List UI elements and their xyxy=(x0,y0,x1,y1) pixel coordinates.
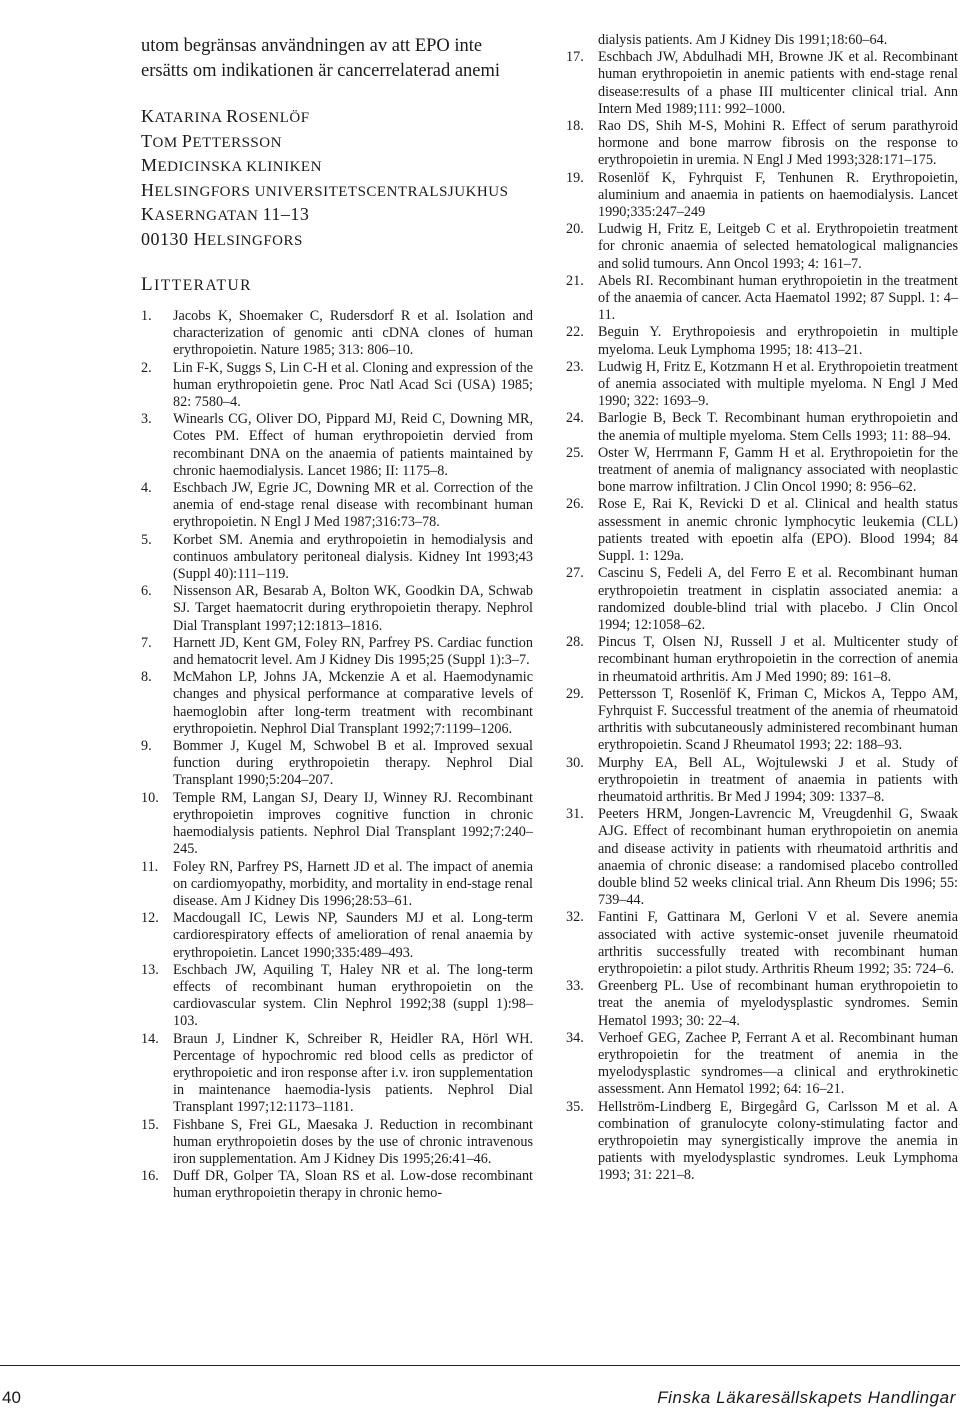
reference-number: 29. xyxy=(566,685,584,702)
reference-item xyxy=(141,583,533,635)
reference-number: 22. xyxy=(566,324,584,341)
reference-text: Eschbach JW, Abdulhadi MH, Browne JK et al. Recombinant human erythropoietin in anemic patients with end-stage renal disease:results of a phase III multicenter clinical trial. Ann Intern Med 1989;111: 992–1000. xyxy=(598,49,958,117)
reference-text: Ludwig H, Fritz E, Kotzmann H et al. Erythropoietin treatment of anemia associated with multiple myeloma. N Engl J Med 1990; 322: 1693–9. xyxy=(598,358,958,410)
reference-number: 35. xyxy=(566,1098,584,1115)
reference-item xyxy=(141,635,533,669)
reference-item xyxy=(141,532,533,584)
reference-item xyxy=(566,273,958,325)
reference-number: 31. xyxy=(566,806,584,823)
reference-text: Greenberg PL. Use of recombinant human erythropoietin to treat the anemia of myelodysplastic syndromes. Semin Hematol 1993; 30: 22–4. xyxy=(598,978,958,1029)
reference-text: McMahon LP, Johns JA, Mckenzie A et al. Haemodynamic changes and physical performance at comparative levels of haemoglobin after long-term treatment with recombinant erythropoietin. Nephrol Dial Transplant 1992;7:1199–1206. xyxy=(173,669,533,737)
page-number: 40 xyxy=(2,1388,21,1407)
left-column xyxy=(141,34,533,1203)
reference-item xyxy=(566,806,958,909)
reference-item xyxy=(566,496,958,565)
reference-item xyxy=(566,634,958,686)
author-name-2: TOM PETTERSSON xyxy=(141,130,282,151)
reference-number: 20. xyxy=(566,221,584,238)
reference-number: 19. xyxy=(566,169,584,186)
reference-text: Rao DS, Shih M-S, Mohini R. Effect of serum parathyroid hormone and bone marrow fibrosis on the response to erythropoietin in uremia. N Engl J Med 1993;328:171–175. xyxy=(598,118,958,169)
reference-number: 14. xyxy=(141,1030,159,1047)
reference-number: 26. xyxy=(566,496,584,513)
reference-text: Braun J, Lindner K, Schreiber R, Heidler RA, Hörl WH. Percentage of hypochromic red blood cells as predictor of erythropoietic and iron response after i.v. iron supplementation in maintenance haemodia-lysis patients. Nephrol Dial Transplant 1997;12:1173–1181. xyxy=(173,1030,533,1116)
reference-text: Rose E, Rai K, Revicki D et al. Clinical and health status assessment in anemic chronic lymphocytic leukemia (CLL) patients treated with epoetin alfa (EPO). Blood 1994; 84 Suppl. 1: 129a. xyxy=(598,496,958,565)
address-street: KASERNGATAN 11–13 xyxy=(141,204,310,224)
reference-text: Duff DR, Golper TA, Sloan RS et al. Low-dose recombinant human erythropoietin therapy in chronic hemo- xyxy=(173,1168,533,1202)
footer-rule xyxy=(0,1365,960,1366)
reference-text: Macdougall IC, Lewis NP, Saunders MJ et al. Long-term cardiorespiratory effects of amelioration of renal anaemia by erythropoietin. Lancet 1990;335:489–493. xyxy=(173,910,533,961)
reference-text: Eschbach JW, Egrie JC, Downing MR et al. Correction of the anemia of end-stage renal disease with recombinant human erythropoietin. N Engl J Med 1987;316:73–78. xyxy=(173,480,533,531)
reference-text: Hellström-Lindberg E, Birgegård G, Carlsson M et al. A combination of granulocyte colony-stimulating factor and erythropoietin may synergistically improve the anemia in patients with myelodysplastic syndromes. Leuk Lymphoma 1993; 31: 221–8. xyxy=(598,1098,958,1184)
reference-number: 3. xyxy=(141,411,152,428)
reference-number: 12. xyxy=(141,910,159,927)
reference-item xyxy=(566,978,958,1030)
reference-item xyxy=(141,669,533,738)
reference-number: 6. xyxy=(141,583,152,600)
reference-text: Beguin Y. Erythropoiesis and erythropoietin in multiple myeloma. Leuk Lymphoma 1995; 18: 413–21. xyxy=(598,324,958,358)
reference-item xyxy=(141,962,533,1031)
reference-number: 27. xyxy=(566,565,584,582)
reference-text: Bommer J, Kugel M, Schwobel B et al. Improved sexual function during erythropoietin therapy. Nephrol Dial Transplant 1990;5:204–207. xyxy=(173,738,533,789)
reference-text: Cascinu S, Fedeli A, del Ferro E et al. Recombinant human erythropoietin treatment in cisplatin associated anemia: a randomized double-blind trial with placebo. J Clin Oncol 1994; 12:1058–62. xyxy=(598,565,958,633)
reference-number: 13. xyxy=(141,961,159,978)
reference-list-right xyxy=(566,32,958,1185)
reference-item xyxy=(566,1030,958,1099)
reference-number: 34. xyxy=(566,1029,584,1046)
reference-item xyxy=(141,360,533,412)
reference-text: Foley RN, Parfrey PS, Harnett JD et al. The impact of anemia on cardiomyopathy, morbidity, and mortality in end-stage renal disease. Am J Kidney Dis 1996;28:53–61. xyxy=(173,858,533,909)
reference-item xyxy=(566,565,958,634)
reference-number: 8. xyxy=(141,669,152,686)
reference-number: 9. xyxy=(141,738,152,755)
reference-text: Winearls CG, Oliver DO, Pippard MJ, Reid C, Downing MR, Cotes PM. Effect of human erythropoietin dervied from recombinant DNA on the anaemia of patients maintained by chronic haemodialysis. Lancet 1986; II: 1175–8. xyxy=(173,411,533,479)
reference-text: Pettersson T, Rosenlöf K, Friman C, Mickos A, Teppo AM, Fyhrquist F. Successful treatment of the anemia of rheumatoid arthritis with subcutaneously administered recombinant human erythropoietin. Scand J Rheumatol 1993; 22: 188–93. xyxy=(598,685,958,754)
reference-text: Barlogie B, Beck T. Recombinant human erythropoietin and the anemia of multiple myeloma. Stem Cells 1993; 11: 88–94. xyxy=(598,410,958,444)
reference-item xyxy=(566,324,958,358)
reference-item xyxy=(566,118,958,170)
reference-text: Peeters HRM, Jongen-Lavrencic M, Vreugdenhil G, Swaak AJG. Effect of recombinant human erythropoietin on anemia and disease activity in patients with rheumatoid arthritis and anaemia of chronic disease: a randomised placebo controlled double blind 52 weeks clinical trial. Ann Rheum Dis 1996; 55: 739–44. xyxy=(598,806,958,909)
reference-number: 4. xyxy=(141,480,152,497)
right-column xyxy=(566,32,958,1185)
reference-number: 2. xyxy=(141,359,152,376)
reference-number: 21. xyxy=(566,272,584,289)
reference-number: 11. xyxy=(141,858,159,875)
reference-text: Fishbane S, Frei GL, Maesaka J. Reduction in recombinant human erythropoietin doses by the use of chronic intravenous iron supplementation. Am J Kidney Dis 1995;26:41–46. xyxy=(173,1116,533,1167)
reference-item xyxy=(141,411,533,480)
author-address-block xyxy=(141,105,533,252)
reference-item xyxy=(566,221,958,273)
reference-text: Oster W, Herrmann F, Gamm H et al. Erythropoietin for the treatment of anemia of malignancy associated with neoplastic bone marrow infiltration. J Clin Oncol 1990; 8: 956–62. xyxy=(598,444,958,496)
reference-text: Eschbach JW, Aquiling T, Haley NR et al. The long-term effects of recombinant human erythropoietin on the cardiovascular system. Clin Nephrol 1992;38 (suppl 1):98–103. xyxy=(173,961,533,1030)
reference-item xyxy=(566,49,958,118)
reference-text: Temple RM, Langan SJ, Deary IJ, Winney RJ. Recombinant erythropoietin improves cognitive function in chronic haemodialysis patients. Nephrol Dial Transplant 1992;7:240–245. xyxy=(173,789,533,858)
reference-number: 18. xyxy=(566,118,584,135)
address-department: MEDICINSKA KLINIKEN xyxy=(141,155,322,175)
reference-text: Harnett JD, Kent GM, Foley RN, Parfrey PS. Cardiac function and hematocrit level. Am J Kidney Dis 1995;25 (Suppl 1):3–7. xyxy=(173,634,533,669)
reference-number: 33. xyxy=(566,978,584,995)
reference-number: 15. xyxy=(141,1116,159,1133)
section-heading-references: LITTERATUR xyxy=(141,274,252,295)
reference-number: 23. xyxy=(566,358,584,375)
reference-item xyxy=(141,1031,533,1117)
reference-number: 16. xyxy=(141,1168,159,1185)
journal-title: Finska Läkaresällskapets Handlingar xyxy=(657,1388,956,1407)
reference-list-left xyxy=(141,308,533,1203)
reference-text: Ludwig H, Fritz E, Leitgeb C et al. Erythropoietin treatment for chronic anaemia of selected hematological malignancies and solid tumours. Ann Oncol 1993; 4: 161–7. xyxy=(598,221,958,272)
reference-text: Nissenson AR, Besarab A, Bolton WK, Goodkin DA, Schwab SJ. Target haematocrit during erythropoietin therapy. Nephrol Dial Transplant 1997;12:1813–1816. xyxy=(173,583,533,634)
reference-number: 7. xyxy=(141,634,152,651)
intro-paragraph: utom begränsas användningen av att EPO inte ersätts om indikationen är cancerrelaterad anemi xyxy=(141,36,501,81)
reference-text: Jacobs K, Shoemaker C, Rudersdorf R et al. Isolation and characterization of genomic anti cDNA clones of human erythropoietin. Nature 1985; 313: 806–10. xyxy=(173,308,533,359)
reference-number: 24. xyxy=(566,410,584,427)
author-name-1: KATARINA ROSENLÖF xyxy=(141,106,310,126)
reference-item xyxy=(141,1168,533,1202)
reference-number: 30. xyxy=(566,754,584,771)
reference-item xyxy=(566,32,958,49)
reference-item xyxy=(141,859,533,911)
reference-text: Korbet SM. Anemia and erythropoietin in hemodialysis and continuos ambulatory peritoneal dialysis. Kidney Int 1993;43 (Suppl 40):111–119. xyxy=(173,531,533,583)
reference-item xyxy=(141,308,533,360)
reference-text: Rosenlöf K, Fyhrquist F, Tenhunen R. Erythropoietin, aluminium and anaemia in patients on haemodialysis. Lancet 1990;335:247–249 xyxy=(598,169,958,221)
reference-item xyxy=(566,445,958,497)
address-city: 00130 HELSINGFORS xyxy=(141,228,303,249)
reference-item xyxy=(566,410,958,444)
reference-number: 5. xyxy=(141,531,152,548)
reference-item xyxy=(566,686,958,755)
reference-text: Lin F-K, Suggs S, Lin C-H et al. Cloning and expression of the human erythropoietin gene. Proc Natl Acad Sci (USA) 1985; 82: 7580–4. xyxy=(173,359,533,411)
reference-item xyxy=(141,480,533,532)
reference-item xyxy=(566,170,958,222)
reference-number: 28. xyxy=(566,634,584,651)
reference-item xyxy=(566,755,958,807)
reference-item xyxy=(141,738,533,790)
address-hospital: HELSINGFORS UNIVERSITETSCENTRALSJUKHUS xyxy=(141,179,509,200)
reference-text: Verhoef GEG, Zachee P, Ferrant A et al. Recombinant human erythropoietin for the treatment of anemia in the myelodysplastic syndromes—a clinical and erythrokinetic assessment. Ann Hematol 1992; 64: 16–21. xyxy=(598,1029,958,1098)
reference-number: 32. xyxy=(566,909,584,926)
reference-number: 10. xyxy=(141,789,159,806)
reference-text: Fantini F, Gattinara M, Gerloni V et al. Severe anemia associated with active systemic-onset juvenile rheumatoid arthritis successfully treated with recombinant human erythropoietin: a pilot study. Arthritis Rheum 1992; 35: 724–6. xyxy=(598,909,958,977)
reference-text: Abels RI. Recombinant human erythropoietin in the treatment of the anaemia of cancer. Acta Haematol 1992; 87 Suppl. 1: 4–11. xyxy=(598,272,958,324)
reference-item xyxy=(566,909,958,978)
reference-item xyxy=(141,790,533,859)
reference-text: dialysis patients. Am J Kidney Dis 1991;18:60–64. xyxy=(598,32,888,48)
reference-item xyxy=(566,1099,958,1185)
reference-text: Murphy EA, Bell AL, Wojtulewski J et al. Study of erythropoietin in treatment of anaemia in patients with rheumatoid arthritis. Br Med J 1994; 309: 1337–8. xyxy=(598,754,958,805)
reference-item xyxy=(141,1117,533,1169)
reference-number: 1. xyxy=(141,308,152,324)
reference-number: 25. xyxy=(566,444,584,461)
reference-item xyxy=(141,910,533,962)
reference-number: 17. xyxy=(566,49,584,66)
reference-item xyxy=(566,359,958,411)
reference-text: Pincus T, Olsen NJ, Russell J et al. Multicenter study of recombinant human erythropoietin in the correction of anemia in rheumatoid arthritis. Am J Med 1990; 89: 161–8. xyxy=(598,634,958,685)
